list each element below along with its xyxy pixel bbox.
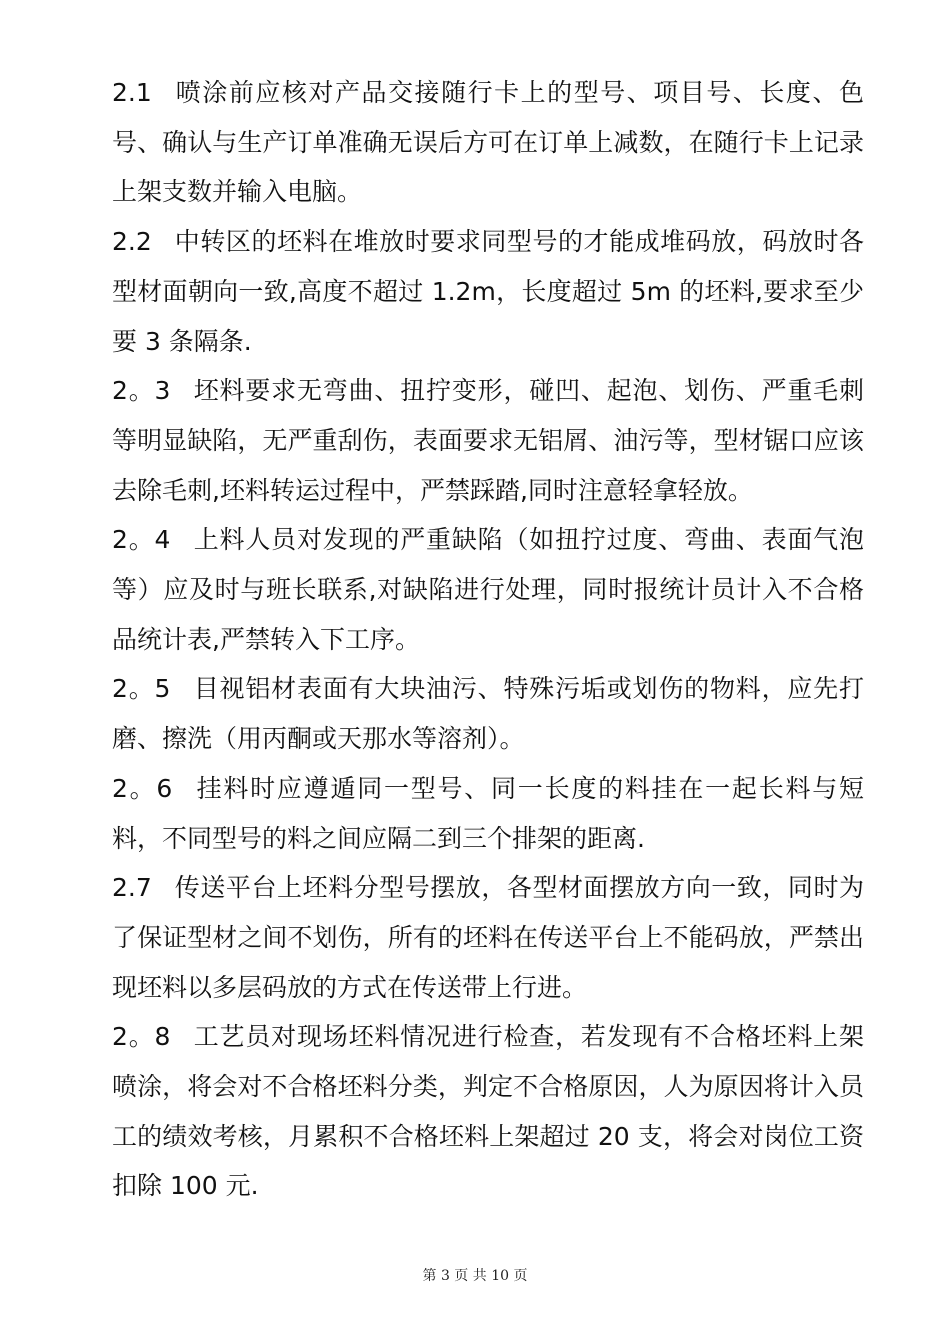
paragraph-2-4 — [112, 515, 864, 664]
paragraph-text: 挂料时应遵遁同一型号、同一长度的料挂在一起长料与短料，不同型号的料之间应隔二到三个排架的距离. — [112, 773, 864, 853]
paragraph-text: 上料人员对发现的严重缺陷（如扭拧过度、弯曲、表面气泡等）应及时与班长联系,对缺陷进行处理，同时报统计员计入不合格品统计表,严禁转入下工序。 — [112, 525, 864, 654]
paragraph-text: 目视铝材表面有大块油污、特殊污垢或划伤的物料，应先打磨、擦洗（用丙酮或天那水等溶剂）。 — [112, 674, 864, 754]
document-body — [112, 68, 864, 1211]
paragraph-2-7 — [112, 863, 864, 1012]
paragraph-text: 中转区的坯料在堆放时要求同型号的才能成堆码放，码放时各型材面朝向一致,高度不超过 1.2m，长度超过 5m 的坯料,要求至少要 3 条隔条. — [112, 227, 864, 356]
paragraph-number: 2。5 — [112, 674, 171, 704]
paragraph-text: 喷涂前应核对产品交接随行卡上的型号、项目号、长度、色号、确认与生产订单准确无误后方可在订单上减数，在随行卡上记录上架支数并输入电脑。 — [112, 78, 864, 207]
paragraph-2-6 — [112, 764, 864, 863]
paragraph-2-1 — [112, 68, 864, 217]
paragraph-2-3 — [112, 366, 864, 515]
paragraph-number: 2.2 — [112, 227, 152, 257]
paragraph-number: 2。3 — [112, 376, 171, 406]
paragraph-number: 2。8 — [112, 1022, 171, 1052]
paragraph-2-2 — [112, 217, 864, 366]
paragraph-number: 2.1 — [112, 78, 152, 107]
page-footer: 第 3 页 共 10 页 — [422, 1268, 528, 1284]
paragraph-text: 传送平台上坯料分型号摆放，各型材面摆放方向一致，同时为了保证型材之间不划伤，所有的坯料在传送平台上不能码放，严禁出现坯料以多层码放的方式在传送带上行进。 — [112, 873, 864, 1002]
paragraph-number: 2。4 — [112, 525, 171, 555]
paragraph-2-8 — [112, 1012, 864, 1211]
paragraph-number: 2。6 — [112, 773, 173, 803]
paragraph-text: 工艺员对现场坯料情况进行检查，若发现有不合格坯料上架喷涂，将会对不合格坯料分类，判定不合格原因，人为原因将计入员工的绩效考核，月累积不合格坯料上架超过 20 支，将会对岗位工资扣除 100 元. — [112, 1022, 864, 1201]
paragraph-text: 坯料要求无弯曲、扭拧变形，碰凹、起泡、划伤、严重毛刺等明显缺陷，无严重刮伤，表面要求无铝屑、油污等，型材锯口应该去除毛刺,坯料转运过程中，严禁踩踏,同时注意轻拿轻放。 — [112, 376, 864, 505]
paragraph-2-5 — [112, 664, 864, 763]
paragraph-number: 2.7 — [112, 873, 152, 903]
